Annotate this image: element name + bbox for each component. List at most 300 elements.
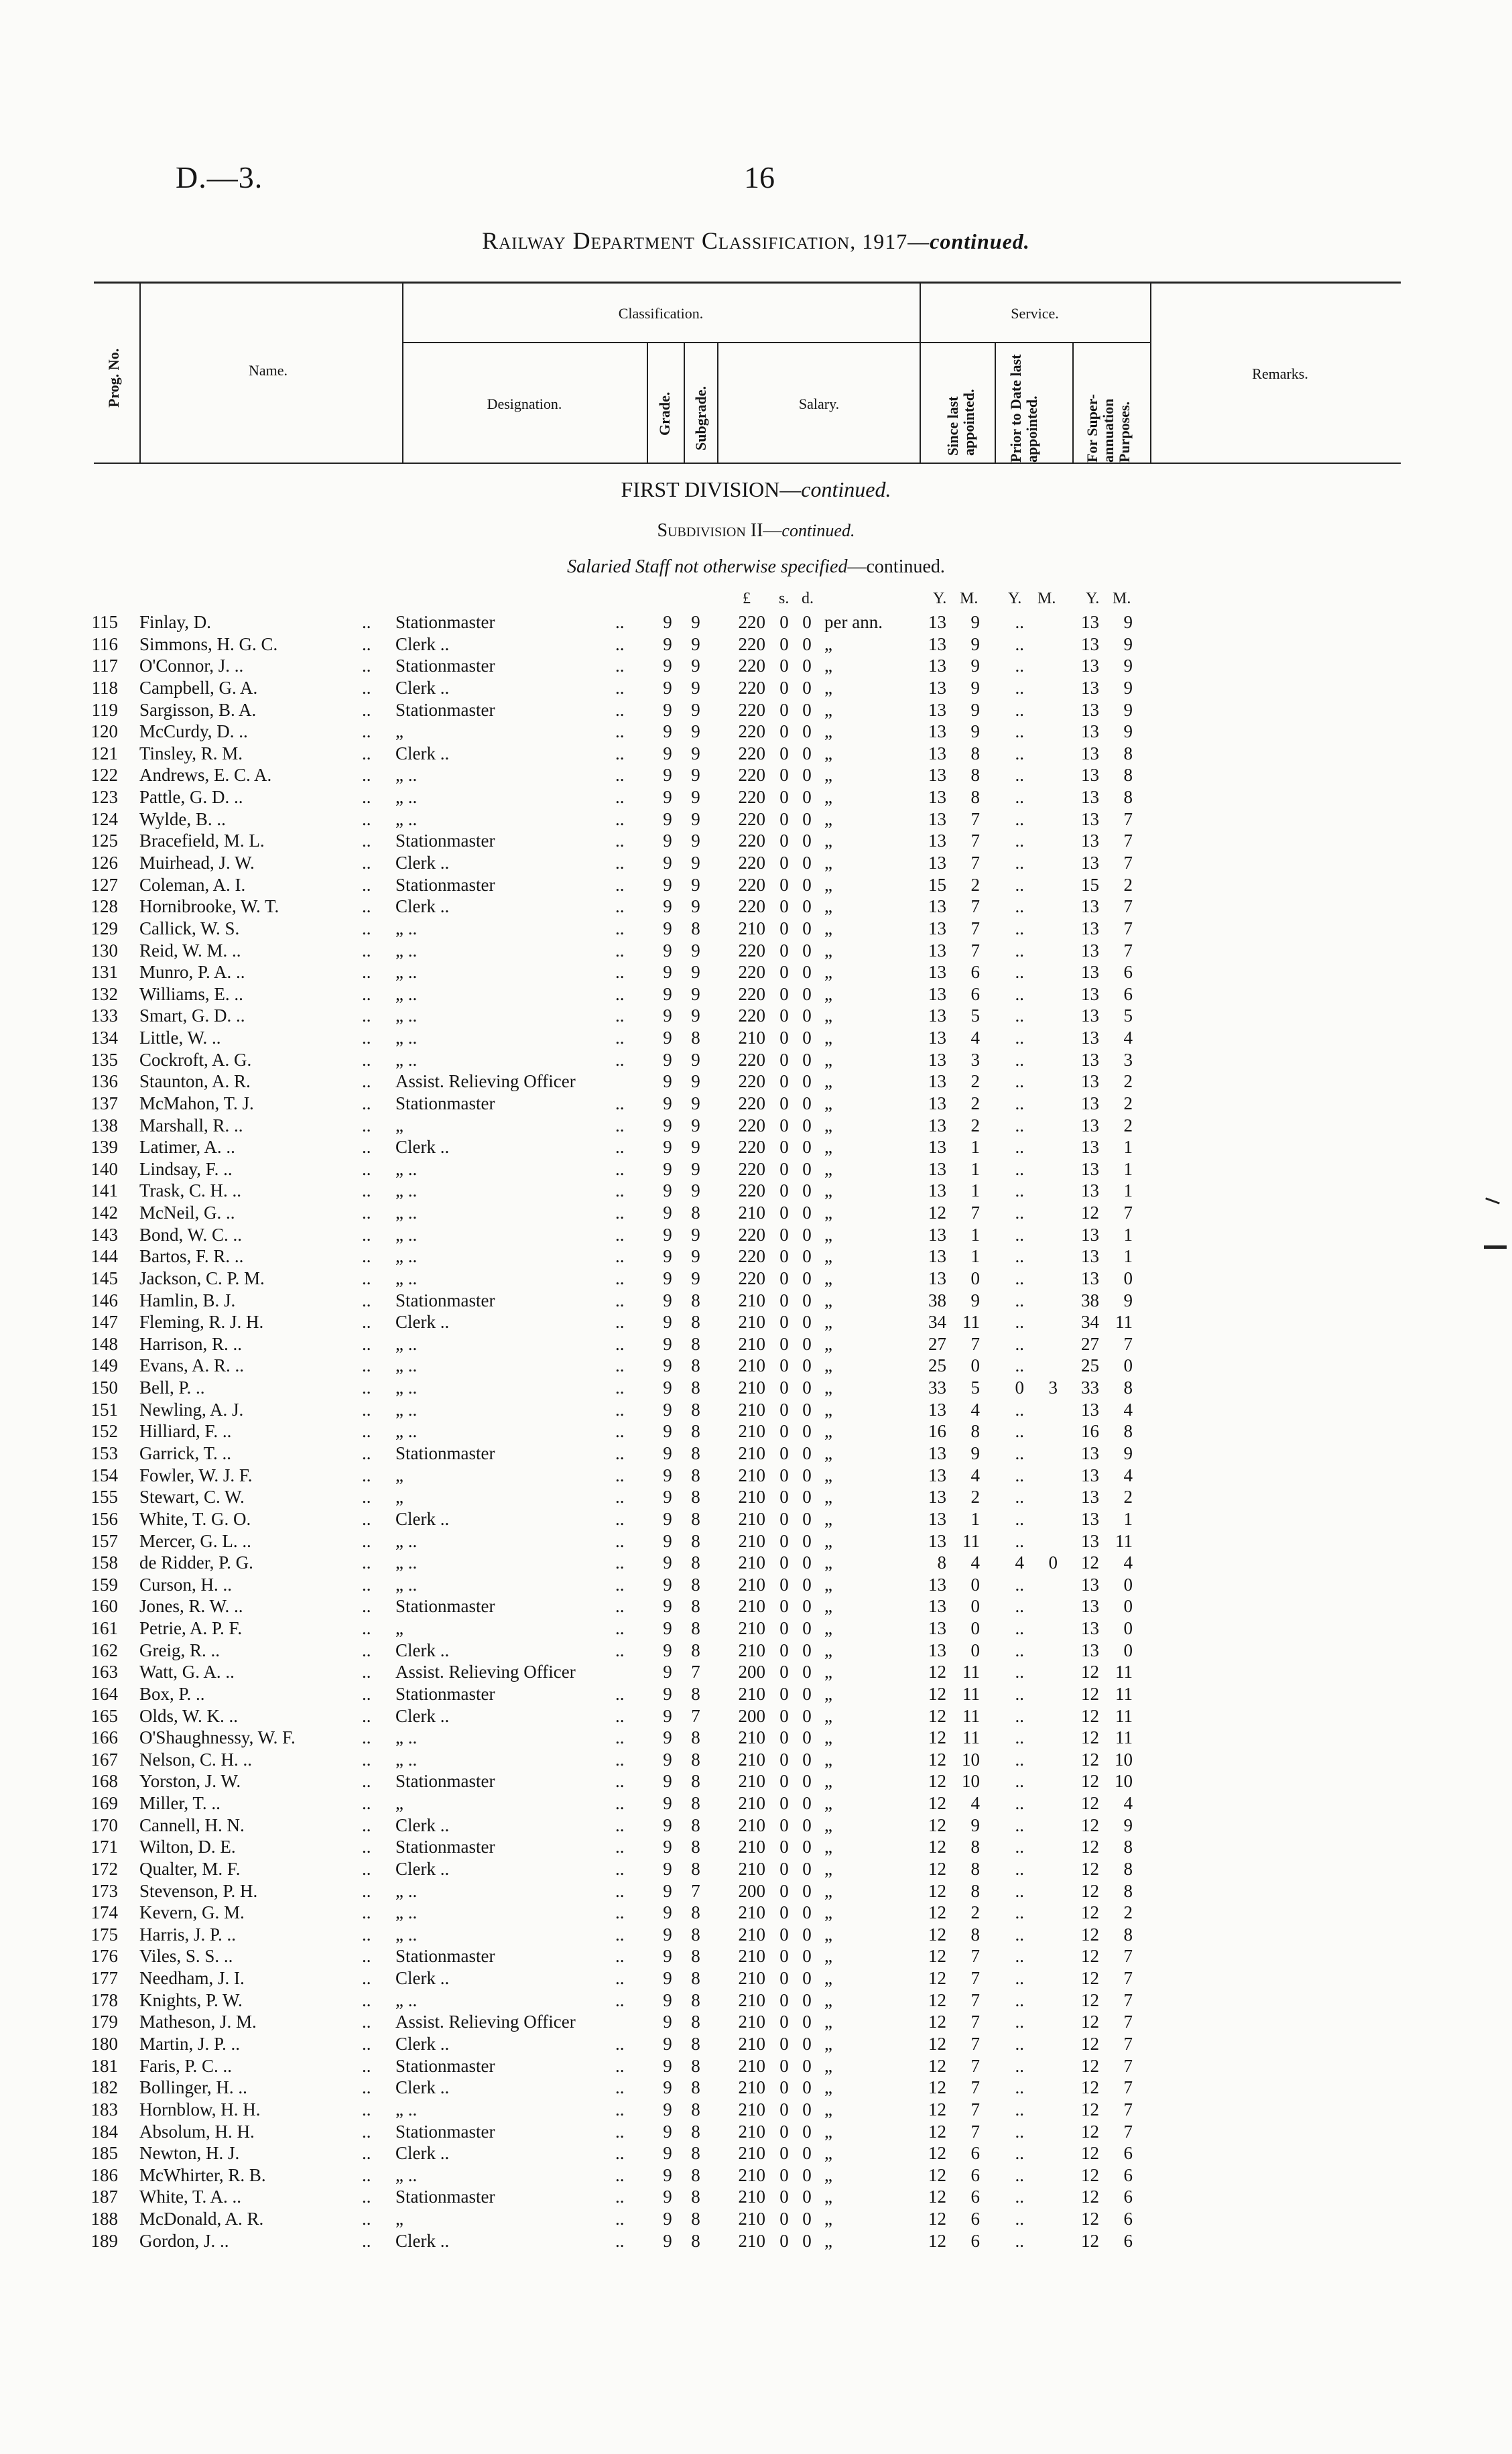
- prog-no: 188: [90, 2209, 118, 2229]
- leader-dots: ..: [615, 1771, 625, 1792]
- prior-years: ..: [1015, 1290, 1024, 1310]
- salary-period: „: [824, 787, 832, 807]
- designation: Clerk ..: [395, 1968, 450, 1989]
- grade: 9: [663, 1465, 672, 1485]
- salary-shillings: 0: [779, 721, 789, 742]
- salary-pence: 0: [802, 940, 812, 961]
- salary-pounds: 220: [738, 721, 765, 742]
- subgrade: 9: [691, 677, 700, 698]
- prior-years: ..: [1015, 1443, 1024, 1463]
- prior-years: ..: [1015, 1946, 1024, 1967]
- prior-years: ..: [1015, 787, 1024, 807]
- staff-name: Finlay, D.: [139, 612, 211, 632]
- leader-dots: ..: [615, 1028, 625, 1048]
- since-months: 2: [970, 874, 980, 895]
- prior-years: ..: [1015, 1858, 1024, 1879]
- super-years: 12: [1081, 2230, 1099, 2251]
- leader-dots: ..: [615, 2187, 625, 2207]
- since-months: 8: [970, 743, 980, 763]
- unit-months-since: M.: [960, 590, 979, 607]
- leader-dots: ..: [615, 1508, 625, 1529]
- salary-pence: 0: [802, 743, 812, 763]
- staff-name: O'Shaughnessy, W. F.: [139, 1727, 296, 1748]
- prog-no: 128: [90, 896, 118, 917]
- header-subgrade: Subgrade.: [692, 386, 709, 450]
- subgrade: 7: [691, 1662, 700, 1682]
- super-months: 8: [1123, 1837, 1133, 1857]
- table-row: [0, 786, 1512, 808]
- staff-name: Wylde, B. ..: [139, 808, 226, 829]
- since-months: 0: [970, 1596, 980, 1617]
- salary-pounds: 210: [738, 1290, 765, 1310]
- salary-pounds: 210: [738, 2012, 765, 2032]
- subgrade: 8: [691, 2187, 700, 2207]
- prior-years: ..: [1015, 1574, 1024, 1595]
- salary-pounds: 210: [738, 1727, 765, 1748]
- since-years: 33: [928, 1377, 946, 1398]
- leader-dots: ..: [615, 874, 625, 895]
- designation: Clerk ..: [395, 2230, 450, 2251]
- salary-pounds: 200: [738, 1880, 765, 1901]
- leader-dots: ..: [615, 2143, 625, 2164]
- staff-name: Matheson, J. M.: [139, 2012, 257, 2032]
- super-years: 13: [1081, 612, 1099, 632]
- leader-dots: ..: [362, 918, 371, 938]
- leader-dots: ..: [362, 940, 371, 961]
- salary-pounds: 220: [738, 896, 765, 917]
- super-months: 0: [1123, 1355, 1133, 1376]
- designation: Clerk ..: [395, 1640, 450, 1660]
- prog-no: 132: [90, 983, 118, 1004]
- salary-pounds: 220: [738, 633, 765, 654]
- prog-no: 151: [90, 1399, 118, 1420]
- salary-period: „: [824, 1968, 832, 1989]
- salary-pence: 0: [802, 1924, 812, 1945]
- salary-pence: 0: [802, 1465, 812, 1485]
- leader-dots: ..: [615, 1618, 625, 1638]
- super-years: 13: [1081, 1399, 1099, 1420]
- designation: „ ..: [395, 808, 418, 829]
- table-row: [0, 2164, 1512, 2186]
- leader-dots: ..: [615, 1749, 625, 1770]
- salary-shillings: 0: [779, 962, 789, 983]
- table-row: [0, 1027, 1512, 1048]
- designation: Clerk ..: [395, 677, 450, 698]
- super-months: 8: [1123, 765, 1133, 786]
- super-years: 12: [1081, 1815, 1099, 1835]
- since-years: 13: [928, 831, 946, 851]
- subgrade: 9: [691, 1158, 700, 1179]
- salary-period: „: [824, 1421, 832, 1442]
- salary-pence: 0: [802, 831, 812, 851]
- super-years: 13: [1081, 721, 1099, 742]
- grade: 9: [663, 1355, 672, 1376]
- unit-shillings: s.: [779, 590, 790, 607]
- grade: 9: [663, 1683, 672, 1704]
- grade: 9: [663, 721, 672, 742]
- staff-name: White, T. A. ..: [139, 2187, 241, 2207]
- salary-pounds: 200: [738, 1662, 765, 1682]
- super-years: 13: [1081, 787, 1099, 807]
- grade: 9: [663, 896, 672, 917]
- prior-years: ..: [1015, 896, 1024, 917]
- salary-shillings: 0: [779, 1902, 789, 1923]
- super-months: 8: [1123, 1924, 1133, 1945]
- salary-pounds: 210: [738, 2209, 765, 2229]
- since-months: 1: [970, 1508, 980, 1529]
- division-heading: [0, 477, 1512, 502]
- salary-period: „: [824, 1049, 832, 1070]
- since-months: 0: [970, 1574, 980, 1595]
- leader-dots: ..: [362, 1727, 371, 1748]
- subgrade: 9: [691, 1049, 700, 1070]
- leader-dots: ..: [362, 808, 371, 829]
- header-prior-to: Prior to Date last appointed.: [1007, 354, 1040, 463]
- super-years: 12: [1081, 2209, 1099, 2229]
- prior-years: ..: [1015, 2077, 1024, 2098]
- super-months: 2: [1123, 1071, 1133, 1092]
- super-years: 12: [1081, 1793, 1099, 1813]
- leader-dots: ..: [362, 1749, 371, 1770]
- salary-pounds: 210: [738, 1837, 765, 1857]
- super-months: 3: [1123, 1049, 1133, 1070]
- staff-name: Kevern, G. M.: [139, 1902, 245, 1923]
- salary-shillings: 0: [779, 874, 789, 895]
- super-months: 0: [1123, 1268, 1133, 1288]
- salary-shillings: 0: [779, 765, 789, 786]
- salary-period: „: [824, 2034, 832, 2054]
- leader-dots: ..: [362, 1158, 371, 1179]
- prog-no: 141: [90, 1180, 118, 1201]
- subgrade: 8: [691, 1574, 700, 1595]
- staff-name: Lindsay, F. ..: [139, 1158, 233, 1179]
- salary-pence: 0: [802, 1749, 812, 1770]
- subgrade: 8: [691, 1793, 700, 1813]
- salary-period: „: [824, 2055, 832, 2076]
- table-row: [0, 1443, 1512, 1464]
- designation: Stationmaster: [395, 1443, 495, 1463]
- subgrade: 8: [691, 2012, 700, 2032]
- salary-shillings: 0: [779, 677, 789, 698]
- super-years: 13: [1081, 1596, 1099, 1617]
- since-months: 1: [970, 1180, 980, 1201]
- subgrade: 8: [691, 2034, 700, 2054]
- salary-pounds: 210: [738, 1399, 765, 1420]
- super-months: 11: [1115, 1662, 1133, 1682]
- table-row: [0, 699, 1512, 721]
- super-months: 11: [1115, 1312, 1133, 1333]
- salary-period: „: [824, 1749, 832, 1770]
- subgrade: 8: [691, 1399, 700, 1420]
- designation: „: [395, 1793, 403, 1813]
- designation: Stationmaster: [395, 612, 495, 632]
- prior-years: ..: [1015, 1246, 1024, 1267]
- super-years: 33: [1081, 1377, 1099, 1398]
- since-months: 7: [970, 1968, 980, 1989]
- header-remarks: Remarks.: [1252, 365, 1308, 382]
- since-years: 16: [928, 1421, 946, 1442]
- leader-dots: ..: [362, 1640, 371, 1660]
- leader-dots: ..: [362, 2077, 371, 2098]
- salary-pence: 0: [802, 1989, 812, 2010]
- leader-dots: ..: [615, 1158, 625, 1179]
- table-row: [0, 743, 1512, 764]
- staff-name: O'Connor, J. ..: [139, 656, 244, 676]
- designation: Clerk ..: [395, 1705, 450, 1726]
- salary-period: „: [824, 2099, 832, 2120]
- subgrade: 8: [691, 1377, 700, 1398]
- leader-dots: ..: [362, 1137, 371, 1158]
- grade: 9: [663, 1421, 672, 1442]
- prog-no: 173: [90, 1880, 118, 1901]
- salary-pounds: 210: [738, 1771, 765, 1792]
- table-row: [0, 1836, 1512, 1857]
- subgrade: 8: [691, 2055, 700, 2076]
- leader-dots: ..: [615, 918, 625, 938]
- super-months: 9: [1123, 612, 1133, 632]
- super-months: 11: [1115, 1727, 1133, 1748]
- grade: 9: [663, 633, 672, 654]
- grade: 9: [663, 2077, 672, 2098]
- prior-years: ..: [1015, 918, 1024, 938]
- salary-shillings: 0: [779, 1705, 789, 1726]
- prior-years: ..: [1015, 1727, 1024, 1748]
- salary-pounds: 210: [738, 2143, 765, 2164]
- salary-period: „: [824, 1137, 832, 1158]
- salary-pounds: 210: [738, 2187, 765, 2207]
- salary-period: „: [824, 633, 832, 654]
- leader-dots: ..: [615, 1683, 625, 1704]
- prog-no: 167: [90, 1749, 118, 1770]
- salary-pence: 0: [802, 2055, 812, 2076]
- grade: 9: [663, 1203, 672, 1223]
- super-years: 12: [1081, 1683, 1099, 1704]
- prior-years: ..: [1015, 874, 1024, 895]
- salary-pounds: 210: [738, 1421, 765, 1442]
- leader-dots: ..: [362, 2164, 371, 2185]
- prior-years: ..: [1015, 1137, 1024, 1158]
- since-months: 6: [970, 983, 980, 1004]
- super-months: 8: [1123, 1377, 1133, 1398]
- salary-period: „: [824, 1180, 832, 1201]
- since-months: 7: [970, 918, 980, 938]
- salary-shillings: 0: [779, 1989, 789, 2010]
- prior-years: ..: [1015, 983, 1024, 1004]
- subdivision-heading: [0, 520, 1512, 542]
- salary-period: „: [824, 2209, 832, 2229]
- super-months: 0: [1123, 1618, 1133, 1638]
- salary-period: „: [824, 1268, 832, 1288]
- grade: 9: [663, 1180, 672, 1201]
- super-years: 34: [1081, 1312, 1099, 1333]
- grade: 9: [663, 1596, 672, 1617]
- designation: Stationmaster: [395, 831, 495, 851]
- prior-years: ..: [1015, 1399, 1024, 1420]
- super-months: 7: [1123, 918, 1133, 938]
- salary-period: „: [824, 1071, 832, 1092]
- salary-pounds: 210: [738, 1203, 765, 1223]
- salary-pence: 0: [802, 2121, 812, 2142]
- since-years: 13: [928, 852, 946, 873]
- grade: 9: [663, 852, 672, 873]
- leader-dots: ..: [362, 874, 371, 895]
- prior-years: ..: [1015, 1071, 1024, 1092]
- subgrade: 9: [691, 787, 700, 807]
- salary-shillings: 0: [779, 2099, 789, 2120]
- leader-dots: ..: [362, 2143, 371, 2164]
- salary-pence: 0: [802, 1399, 812, 1420]
- leader-dots: ..: [615, 1268, 625, 1288]
- col-rule-3: [647, 343, 648, 464]
- since-years: 13: [928, 1596, 946, 1617]
- leader-dots: ..: [615, 1180, 625, 1201]
- unit-years-super: Y.: [1086, 590, 1100, 607]
- super-years: 12: [1081, 1552, 1099, 1573]
- subgrade: 9: [691, 612, 700, 632]
- super-years: 13: [1081, 940, 1099, 961]
- grade: 9: [663, 1487, 672, 1508]
- subdivision-continued: continued.: [781, 521, 855, 540]
- salary-pence: 0: [802, 633, 812, 654]
- prior-years: ..: [1015, 940, 1024, 961]
- staff-name: Watt, G. A. ..: [139, 1662, 235, 1682]
- grade: 9: [663, 1005, 672, 1026]
- leader-dots: ..: [362, 1377, 371, 1398]
- col-rule-4: [684, 343, 685, 464]
- header-top-rule: [94, 282, 1401, 284]
- salary-pounds: 210: [738, 2077, 765, 2098]
- table-row: [0, 1770, 1512, 1792]
- header-bottom-rule: [94, 463, 1401, 464]
- designation: „ ..: [395, 983, 418, 1004]
- salary-shillings: 0: [779, 1793, 789, 1813]
- leader-dots: ..: [615, 656, 625, 676]
- super-years: 13: [1081, 1268, 1099, 1288]
- salary-pounds: 210: [738, 1793, 765, 1813]
- super-years: 13: [1081, 808, 1099, 829]
- prior-years: ..: [1015, 1880, 1024, 1901]
- prog-no: 166: [90, 1727, 118, 1748]
- leader-dots: ..: [615, 2034, 625, 2054]
- salary-pence: 0: [802, 1727, 812, 1748]
- since-years: 13: [928, 677, 946, 698]
- since-months: 7: [970, 940, 980, 961]
- table-row: [0, 1508, 1512, 1530]
- salary-shillings: 0: [779, 1180, 789, 1201]
- table-row: [0, 1245, 1512, 1267]
- super-months: 4: [1123, 1552, 1133, 1573]
- prior-years: ..: [1015, 1115, 1024, 1136]
- super-years: 12: [1081, 1727, 1099, 1748]
- salary-shillings: 0: [779, 1508, 789, 1529]
- super-years: 12: [1081, 2055, 1099, 2076]
- super-months: 7: [1123, 940, 1133, 961]
- designation: „ ..: [395, 1355, 418, 1376]
- table-row: [0, 1377, 1512, 1398]
- staff-name: Little, W. ..: [139, 1028, 221, 1048]
- subgrade: 8: [691, 1333, 700, 1354]
- table-row: [0, 1595, 1512, 1617]
- super-years: 13: [1081, 633, 1099, 654]
- salary-shillings: 0: [779, 1662, 789, 1682]
- designation: „: [395, 721, 403, 742]
- since-years: 12: [928, 1902, 946, 1923]
- since-months: 11: [962, 1662, 980, 1682]
- leader-dots: ..: [362, 1968, 371, 1989]
- super-months: 7: [1123, 2077, 1133, 2098]
- staff-name: Bracefield, M. L.: [139, 831, 265, 851]
- super-months: 1: [1123, 1180, 1133, 1201]
- salary-pounds: 210: [738, 1574, 765, 1595]
- since-years: 12: [928, 1771, 946, 1792]
- prog-no: 135: [90, 1049, 118, 1070]
- prog-no: 164: [90, 1683, 118, 1704]
- salary-shillings: 0: [779, 1530, 789, 1551]
- salary-shillings: 0: [779, 1815, 789, 1835]
- super-years: 12: [1081, 1968, 1099, 1989]
- super-months: 6: [1123, 2230, 1133, 2251]
- leader-dots: ..: [615, 1946, 625, 1967]
- leader-dots: ..: [615, 1989, 625, 2010]
- designation: Clerk ..: [395, 1858, 450, 1879]
- since-months: 11: [962, 1683, 980, 1704]
- subgrade: 9: [691, 656, 700, 676]
- super-years: 13: [1081, 1530, 1099, 1551]
- since-months: 7: [970, 2099, 980, 2120]
- leader-dots: ..: [362, 1662, 371, 1682]
- table-row: [0, 1661, 1512, 1682]
- since-months: 8: [970, 1837, 980, 1857]
- designation: „: [395, 1487, 403, 1508]
- salary-pence: 0: [802, 1640, 812, 1660]
- salary-shillings: 0: [779, 1028, 789, 1048]
- since-years: 13: [928, 1530, 946, 1551]
- since-years: 13: [928, 962, 946, 983]
- staff-name: Mercer, G. L. ..: [139, 1530, 251, 1551]
- leader-dots: ..: [615, 1355, 625, 1376]
- prior-years: ..: [1015, 1028, 1024, 1048]
- salary-shillings: 0: [779, 1443, 789, 1463]
- since-months: 8: [970, 1858, 980, 1879]
- prior-years: ..: [1015, 612, 1024, 632]
- grade: 9: [663, 1224, 672, 1245]
- since-months: 4: [970, 1552, 980, 1573]
- prog-no: 179: [90, 2012, 118, 2032]
- header-for-super: For Super-annuation Purposes.: [1084, 393, 1133, 463]
- salary-pence: 0: [802, 1858, 812, 1879]
- leader-dots: ..: [615, 1093, 625, 1113]
- since-years: 13: [928, 1640, 946, 1660]
- leader-dots: ..: [362, 1858, 371, 1879]
- salary-pence: 0: [802, 808, 812, 829]
- leader-dots: ..: [615, 1705, 625, 1726]
- staff-name: de Ridder, P. G.: [139, 1552, 253, 1573]
- prog-no: 171: [90, 1837, 118, 1857]
- grade: 9: [663, 808, 672, 829]
- table-row: [0, 1945, 1512, 1967]
- salary-shillings: 0: [779, 1924, 789, 1945]
- grade: 9: [663, 2187, 672, 2207]
- grade: 9: [663, 787, 672, 807]
- salary-pounds: 220: [738, 612, 765, 632]
- table-row: [0, 1465, 1512, 1486]
- designation: Stationmaster: [395, 1946, 495, 1967]
- grade: 9: [663, 1902, 672, 1923]
- col-rule-1: [139, 282, 141, 464]
- leader-dots: ..: [615, 962, 625, 983]
- salary-pounds: 210: [738, 1968, 765, 1989]
- since-years: 12: [928, 2077, 946, 2098]
